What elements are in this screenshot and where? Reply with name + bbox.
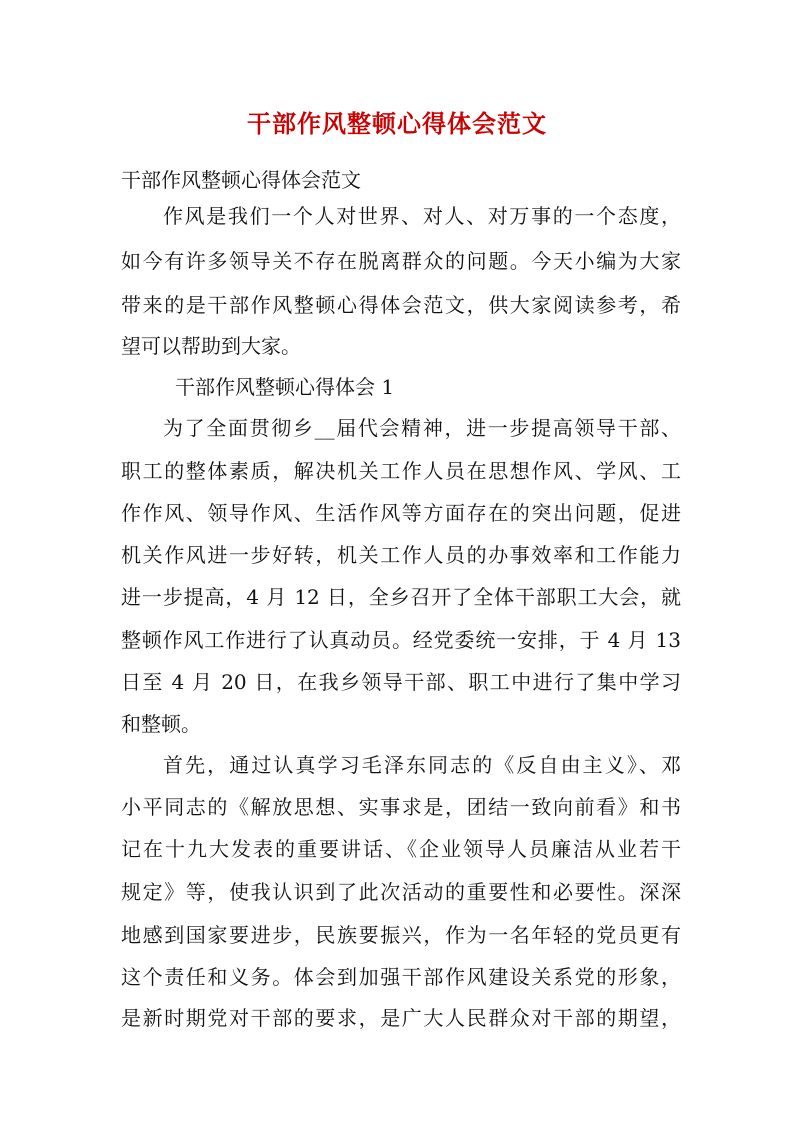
paragraph-line: 记在十九大发表的重要讲话、《企业领导人员廉洁从业若干 bbox=[121, 837, 681, 861]
paragraph-line: 作作风、领导作风、生活作风等方面存在的突出问题，促进 bbox=[121, 501, 681, 525]
intro-line: 作风是我们一个人对世界、对人、对万事的一个态度， bbox=[163, 204, 681, 228]
intro-line: 带来的是干部作风整顿心得体会范文，供大家阅读参考，希 bbox=[121, 293, 681, 317]
paragraph-line: 职工的整体素质，解决机关工作人员在思想作风、学风、工 bbox=[121, 459, 681, 483]
document-subtitle: 干部作风整顿心得体会范文 bbox=[121, 168, 361, 192]
paragraph-line: 地感到国家要进步，民族要振兴，作为一名年轻的党员更有 bbox=[121, 923, 681, 947]
paragraph-line: 首先，通过认真学习毛泽东同志的《反自由主义》、邓 bbox=[163, 753, 681, 777]
paragraph-line: 小平同志的《解放思想、实事求是，团结一致向前看》和书 bbox=[121, 795, 681, 819]
paragraph-line: 整顿作风工作进行了认真动员。经党委统一安排，于 4 月 13 bbox=[121, 628, 681, 652]
document-title: 干部作风整顿心得体会范文 bbox=[247, 109, 547, 138]
paragraph-line: 和整顿。 bbox=[121, 712, 201, 736]
section-heading: 干部作风整顿心得体会 1 bbox=[175, 375, 395, 399]
paragraph-line: 进一步提高，4 月 12 日，全乡召开了全体干部职工大会，就 bbox=[121, 585, 681, 609]
paragraph-line: 是新时期党对干部的要求，是广大人民群众对干部的期望， bbox=[121, 1006, 681, 1030]
paragraph-line: 日至 4 月 20 日，在我乡领导干部、职工中进行了集中学习 bbox=[121, 670, 681, 694]
paragraph-line: 机关作风进一步好转，机关工作人员的办事效率和工作能力 bbox=[121, 543, 681, 567]
paragraph-line: 为了全面贯彻乡__届代会精神，进一步提高领导干部、 bbox=[163, 416, 681, 440]
paragraph-line: 规定》等，使我认识到了此次活动的重要性和必要性。深深 bbox=[121, 880, 681, 904]
intro-line: 望可以帮助到大家。 bbox=[121, 334, 301, 358]
intro-line: 如今有许多领导关不存在脱离群众的问题。今天小编为大家 bbox=[121, 249, 681, 273]
paragraph-line: 这个责任和义务。体会到加强干部作风建设关系党的形象， bbox=[121, 965, 681, 989]
